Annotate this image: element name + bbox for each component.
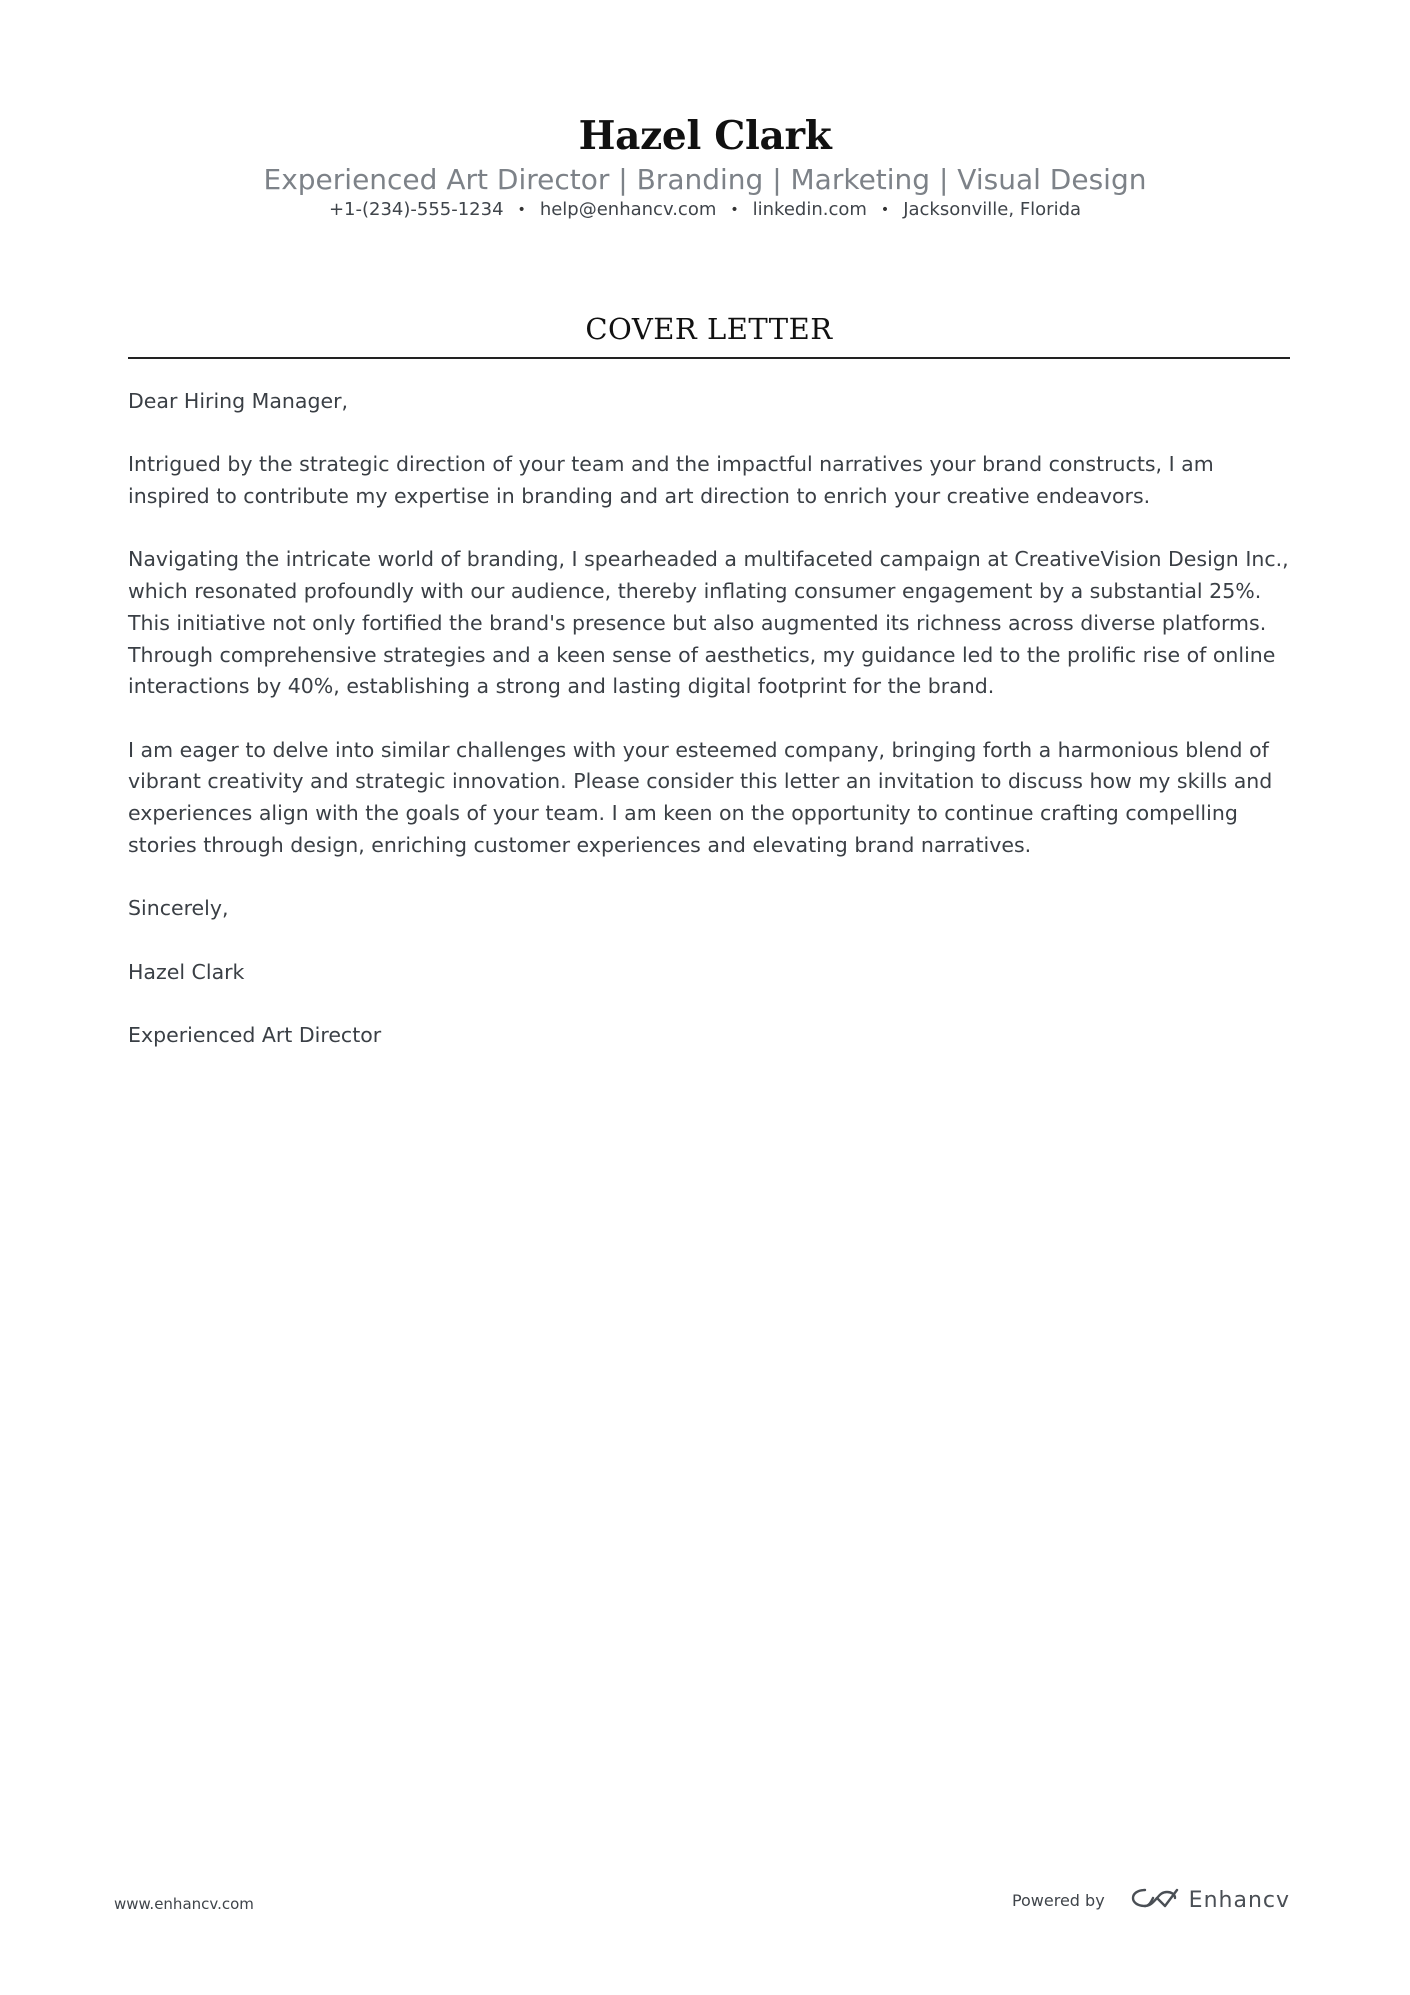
brand-name: Enhancv [1188, 1887, 1290, 1913]
contact-separator: • [730, 202, 739, 218]
contact-linkedin[interactable]: linkedin.com [752, 199, 867, 220]
letter-paragraph: I am eager to delve into similar challenges with your esteemed company, bringing forth a harmonious blend of vibrant creativity and strategic innovation. Please consider this letter an invitation to discuss how my skills and experiences align with the goals of your team. I am keen on the opportunity to continue crafting compelling stories through design, enriching customer experiences and elevating brand narratives. [128, 737, 1273, 857]
powered-by-label: Powered by [1011, 1890, 1105, 1910]
letter-paragraph: Intrigued by the strategic direction of your team and the impactful narratives your brand constructs, I am inspired to contribute my expertise in branding and art direction to enrich your creative endeavors. [128, 452, 1214, 509]
contact-separator: • [517, 202, 526, 218]
section-divider [128, 357, 1290, 359]
contact-phone: +1-(234)-555-1234 [328, 199, 504, 220]
signature-name: Hazel Clark [128, 959, 245, 984]
contact-location: Jacksonville, Florida [903, 199, 1082, 220]
letter-closing: Sincerely, [128, 896, 229, 921]
contact-line [0, 198, 1410, 223]
letter-greeting: Dear Hiring Manager, [128, 389, 349, 413]
resume-header [0, 110, 1410, 223]
contact-separator: • [880, 202, 890, 218]
candidate-name: Hazel Clark [578, 113, 832, 159]
footer-url[interactable]: www.enhancv.com [114, 1895, 254, 1913]
letter-paragraph: Navigating the intricate world of branding, I spearheaded a multifaceted campaign at CreativeVision Design Inc., which resonated profoundly with our audience, thereby inflating consumer engagement by a substantial 25%. This initiative not only fortified the brand's presence but also augmented its richness across diverse platforms. Through comprehensive strategies and a keen sense of aesthetics, my guidance led to the prolific rise of online interactions by 40%, establishing a strong and lasting digital footprint for the brand. [128, 547, 1289, 699]
candidate-headline: Experienced Art Director | Branding | Marketing | Visual Design [263, 163, 1147, 196]
powered-by [1012, 1886, 1290, 1914]
signature-title: Experienced Art Director [128, 1022, 382, 1047]
letter-body [128, 386, 1290, 1083]
section-title: COVER LETTER [585, 312, 833, 346]
brand-logo[interactable] [1131, 1886, 1290, 1914]
enhancv-logo-icon [1131, 1886, 1179, 1914]
contact-email[interactable]: help@enhancv.com [539, 199, 717, 220]
